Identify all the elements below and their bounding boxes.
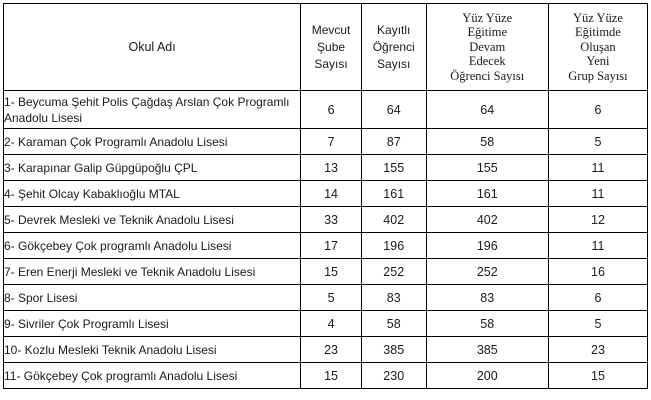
- header-branch-count-line: Mevcut: [311, 22, 351, 37]
- continuing-students-cell: 196: [426, 233, 548, 259]
- school-name-cell: 10- Kozlu Mesleki Teknik Anadolu Lisesi: [4, 337, 301, 363]
- table-row: [4, 285, 648, 311]
- table-row: [4, 363, 648, 389]
- header-branch-count: [301, 4, 362, 91]
- table-row: [4, 311, 648, 337]
- branch-count-cell: 17: [301, 233, 362, 259]
- school-table: [3, 3, 648, 389]
- school-name-cell: 6- Gökçebey Çok programlı Anadolu Lisesi: [4, 233, 301, 259]
- continuing-students-cell: 385: [426, 337, 548, 363]
- school-name-cell: 9- Sivriler Çok Programlı Lisesi: [4, 311, 301, 337]
- registered-students-cell: 252: [361, 259, 426, 285]
- branch-count-cell: 15: [301, 363, 362, 389]
- registered-students-cell: 155: [361, 155, 426, 181]
- new-groups-cell: 11: [548, 233, 647, 259]
- school-name-cell: 7- Eren Enerji Mesleki ve Teknik Anadolu Lisesi: [4, 259, 301, 285]
- new-groups-cell: 12: [548, 207, 647, 233]
- continuing-students-cell: 58: [426, 129, 548, 155]
- header-row: [4, 4, 648, 91]
- table-row: [4, 155, 648, 181]
- new-groups-cell: 11: [548, 181, 647, 207]
- registered-students-cell: 196: [361, 233, 426, 259]
- branch-count-cell: 7: [301, 129, 362, 155]
- header-continuing-line: Yüz Yüze: [462, 10, 513, 25]
- table-row: [4, 91, 648, 129]
- header-continuing-line: Öğrenci Sayısı: [450, 68, 525, 83]
- table-row: [4, 181, 648, 207]
- header-registered-line: Kayıtlı: [377, 22, 411, 37]
- new-groups-cell: 5: [548, 311, 647, 337]
- new-groups-cell: 11: [548, 155, 647, 181]
- header-continuing-line: Devam: [469, 39, 506, 54]
- registered-students-cell: 230: [361, 363, 426, 389]
- branch-count-cell: 33: [301, 207, 362, 233]
- continuing-students-cell: 252: [426, 259, 548, 285]
- registered-students-cell: 385: [361, 337, 426, 363]
- registered-students-cell: 64: [361, 91, 426, 129]
- header-registered-line: Öğrenci: [372, 39, 415, 54]
- header-new-groups-line: Oluşan: [580, 39, 616, 54]
- school-name-cell: 11- Gökçebey Çok programlı Anadolu Lisesi: [4, 363, 301, 389]
- registered-students-cell: 402: [361, 207, 426, 233]
- header-continuing-line: Eğitime: [467, 25, 508, 40]
- registered-students-cell: 58: [361, 311, 426, 337]
- registered-students-cell: 83: [361, 285, 426, 311]
- continuing-students-cell: 161: [426, 181, 548, 207]
- table-row: [4, 207, 648, 233]
- continuing-students-cell: 58: [426, 311, 548, 337]
- header-continuing-students: [426, 4, 548, 91]
- table-row: [4, 233, 648, 259]
- branch-count-cell: 15: [301, 259, 362, 285]
- new-groups-cell: 6: [548, 91, 647, 129]
- continuing-students-cell: 200: [426, 363, 548, 389]
- continuing-students-cell: 83: [426, 285, 548, 311]
- new-groups-cell: 23: [548, 337, 647, 363]
- table-row: [4, 129, 648, 155]
- continuing-students-cell: 155: [426, 155, 548, 181]
- continuing-students-cell: 64: [426, 91, 548, 129]
- header-continuing-line: Edecek: [468, 54, 506, 69]
- school-name-cell: 5- Devrek Mesleki ve Teknik Anadolu Lisesi: [4, 207, 301, 233]
- header-new-groups-line: Yeni: [586, 54, 610, 69]
- header-branch-count-line: Sayısı: [314, 56, 348, 71]
- table-header: [4, 4, 648, 91]
- header-registered-line: Sayısı: [377, 56, 411, 71]
- registered-students-cell: 87: [361, 129, 426, 155]
- header-new-groups-line: Eğitimde: [575, 25, 621, 40]
- header-new-groups: [548, 4, 647, 91]
- header-school-name: Okul Adı: [4, 4, 301, 91]
- branch-count-cell: 6: [301, 91, 362, 129]
- header-new-groups-line: Grup Sayısı: [568, 68, 628, 83]
- branch-count-cell: 13: [301, 155, 362, 181]
- branch-count-cell: 14: [301, 181, 362, 207]
- school-name-cell: 2- Karaman Çok Programlı Anadolu Lisesi: [4, 129, 301, 155]
- table-row: [4, 337, 648, 363]
- table-body: [4, 91, 648, 389]
- branch-count-cell: 4: [301, 311, 362, 337]
- header-registered-students: [361, 4, 426, 91]
- branch-count-cell: 23: [301, 337, 362, 363]
- header-new-groups-line: Yüz Yüze: [573, 10, 623, 25]
- registered-students-cell: 161: [361, 181, 426, 207]
- header-branch-count-line: Şube: [317, 39, 346, 54]
- school-name-cell: 1- Beycuma Şehit Polis Çağdaş Arslan Çok Programlı Anadolu Lisesi: [4, 91, 301, 129]
- new-groups-cell: 5: [548, 129, 647, 155]
- new-groups-cell: 6: [548, 285, 647, 311]
- school-name-cell: 4- Şehit Olcay Kabaklıoğlu MTAL: [4, 181, 301, 207]
- new-groups-cell: 16: [548, 259, 647, 285]
- new-groups-cell: 15: [548, 363, 647, 389]
- table-row: [4, 259, 648, 285]
- school-name-cell: 8- Spor Lisesi: [4, 285, 301, 311]
- continuing-students-cell: 402: [426, 207, 548, 233]
- school-name-cell: 3- Karapınar Galip Güpgüpoğlu ÇPL: [4, 155, 301, 181]
- branch-count-cell: 5: [301, 285, 362, 311]
